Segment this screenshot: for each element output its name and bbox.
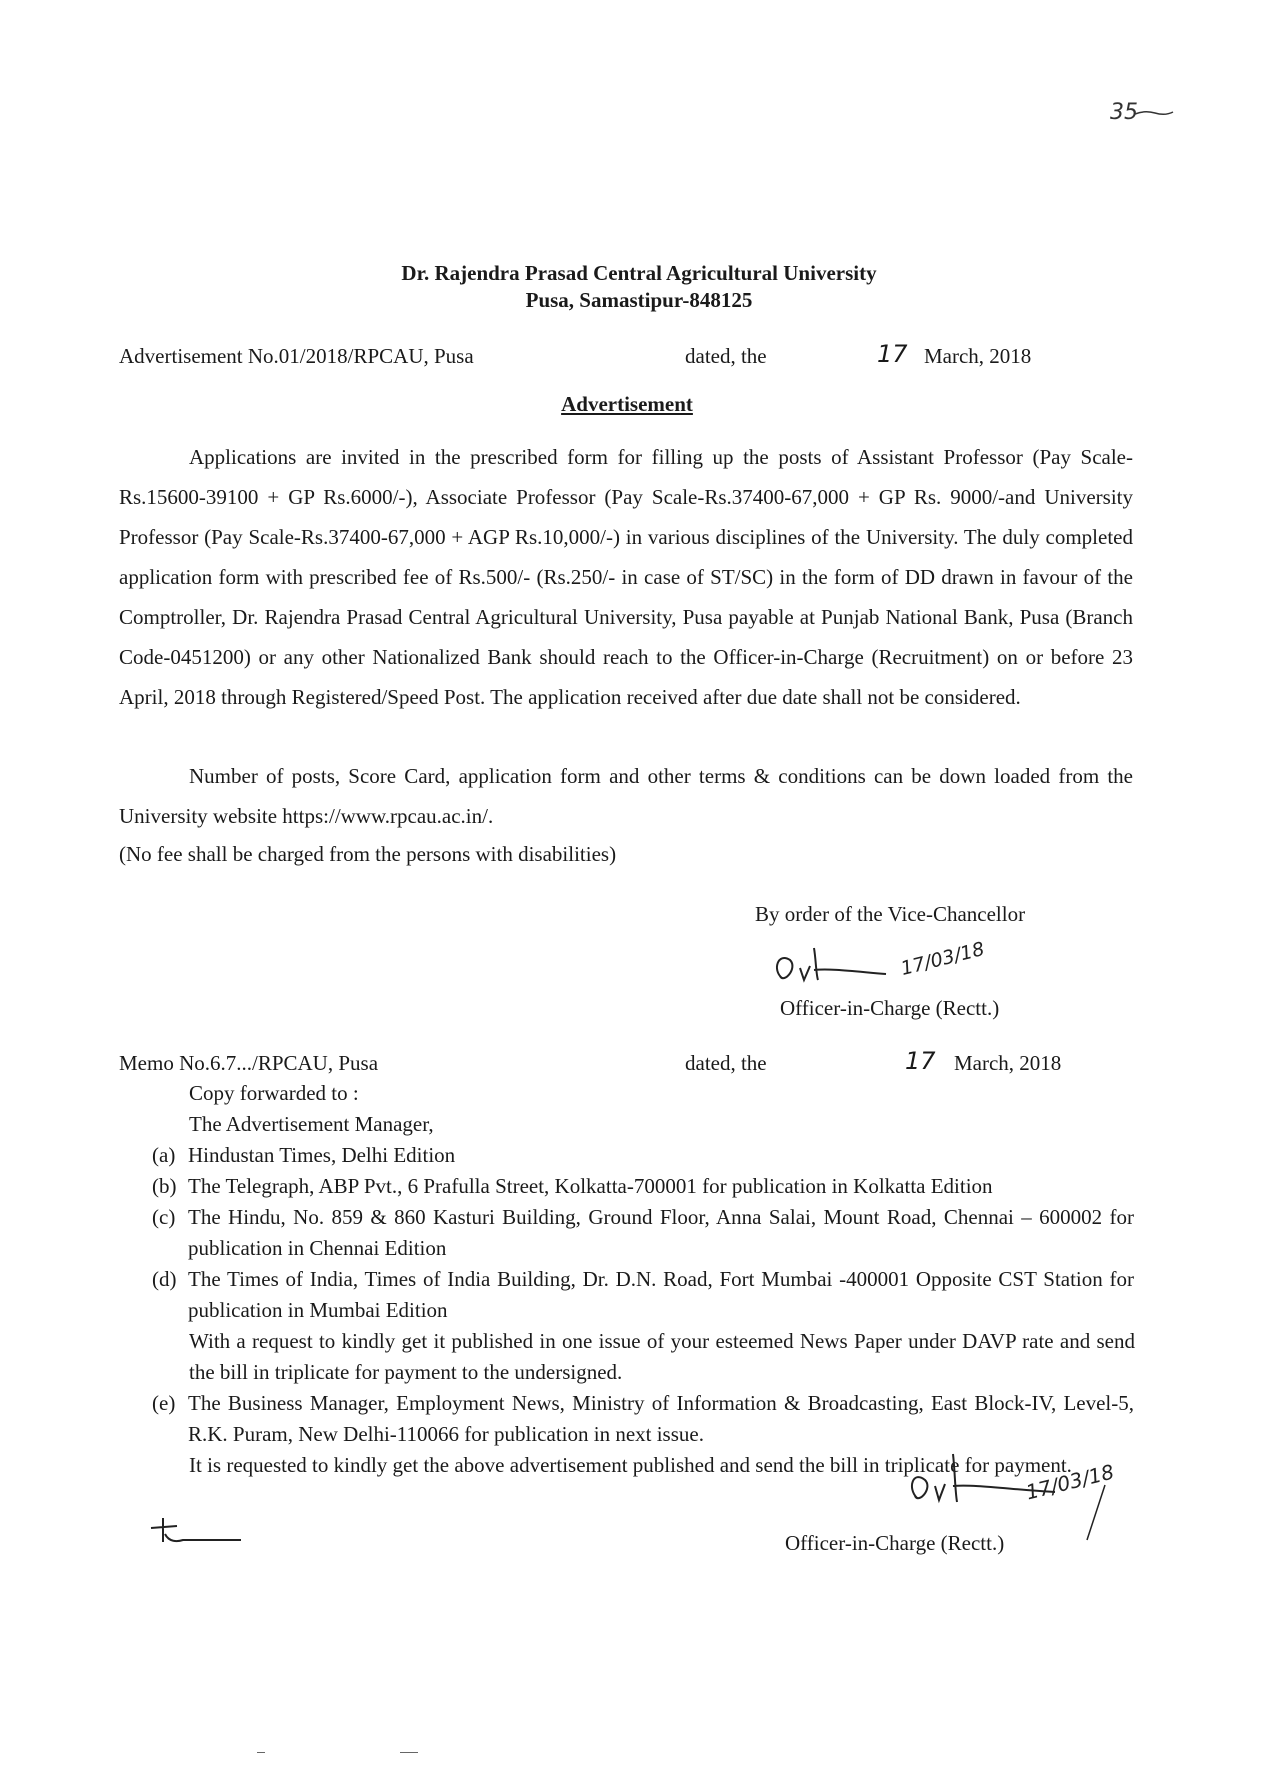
scan-mark — [257, 1752, 265, 1753]
memo-dated-label: dated, the — [685, 1051, 767, 1075]
body-paragraph-2: Number of posts, Score Card, application form and other terms & conditions can be down loaded from the University website https://www.rpcau.ac.in/. — [119, 764, 1133, 828]
list-item-text: The Times of India, Times of India Building, Dr. D.N. Road, Fort Mumbai -400001 Opposite CST Station for publication in Mumbai Edition — [188, 1267, 1134, 1322]
list-item — [152, 1171, 1134, 1202]
list-item — [152, 1140, 1134, 1171]
list-item — [152, 1388, 1134, 1450]
memo-day: 17 — [905, 1047, 936, 1075]
advertisement-dated-label: dated, the — [685, 344, 767, 368]
list-item-text: Hindustan Times, Delhi Edition — [188, 1143, 456, 1167]
list-item-label: (a) — [152, 1143, 176, 1167]
by-order-line: By order of the Vice-Chancellor — [755, 902, 1026, 926]
copy-forwarded-line: Copy forwarded to : — [189, 1081, 359, 1105]
list-item-label: (e) — [152, 1391, 176, 1415]
list-item-label: (d) — [152, 1267, 177, 1291]
list-item — [152, 1264, 1134, 1326]
officer-designation-1: Officer-in-Charge (Rectt.) — [780, 996, 1000, 1020]
advertisement-heading: Advertisement — [561, 392, 693, 416]
list-item-text: The Hindu, No. 859 & 860 Kasturi Building, Ground Floor, Anna Salai, Mount Road, Chennai – 600002 for publication in Chennai Edition — [188, 1205, 1134, 1260]
advertisement-month-year: March, 2018 — [924, 344, 1032, 368]
page-mark: 35 — [1110, 100, 1138, 125]
list-item-text: The Telegraph, ABP Pvt., 6 Prafulla Street, Kolkatta-700001 for publication in Kolkatta Edition — [188, 1174, 993, 1198]
advertisement-day: 17 — [877, 340, 908, 368]
handwritten-initials — [145, 1512, 245, 1552]
body-paragraph-3: (No fee shall be charged from the persons with disabilities) — [119, 842, 617, 866]
officer-designation-2: Officer-in-Charge (Rectt.) — [785, 1531, 1005, 1555]
scan-mark — [400, 1752, 418, 1753]
closing-note: It is requested to kindly get the above advertisement published and send the bill in triplicate for payment. — [189, 1453, 1072, 1477]
memo-month-year: March, 2018 — [954, 1051, 1062, 1075]
list-item-text: The Business Manager, Employment News, Ministry of Information & Broadcasting, East Block-IV, Level-5, R.K. Puram, New Delhi-110066 for publication in next issue. — [188, 1391, 1134, 1446]
recipient-line: The Advertisement Manager, — [189, 1112, 434, 1136]
signature-1-date: 17/03/18 — [898, 938, 987, 980]
body-paragraph-1: Applications are invited in the prescribed form for filling up the posts of Assistant Professor (Pay Scale- Rs.15600-39100 + GP Rs.6000/-), Associate Professor (Pay Scale-Rs.37400-67,000 + GP Rs. 9000/-and University Professor (Pay Scale-Rs.37400-67,000 + AGP Rs.10,000/-) in various disciplines of the University. The duly completed application form with prescribed fee of Rs.500/- (Rs.250/- in case of ST/SC) in the form of DD drawn in favour of the Comptroller, Dr. Rajendra Prasad Central Agricultural University, Pusa payable at Punjab National Bank, Pusa (Branch Code-0451200) or any other Nationalized Bank should reach to the Officer-in-Charge (Recruitment) on or before 23 April, 2018 through Registered/Speed Post. The application received after due date shall not be considered. — [119, 445, 1133, 709]
list-item-label: (c) — [152, 1205, 176, 1229]
request-note: With a request to kindly get it published in one issue of your esteemed News Paper under DAVP rate and send the bill in triplicate for payment to the undersigned. — [189, 1329, 1135, 1384]
list-item — [152, 1202, 1134, 1264]
page-mark-stroke — [1135, 108, 1175, 118]
university-name: Dr. Rajendra Prasad Central Agricultural University — [401, 261, 877, 285]
memo-number: Memo No.6.7.../RPCAU, Pusa — [119, 1051, 379, 1075]
university-address: Pusa, Samastipur-848125 — [525, 288, 753, 312]
signature-2-date: 17/03/18 — [1023, 1459, 1117, 1505]
advertisement-number: Advertisement No.01/2018/RPCAU, Pusa — [119, 344, 474, 368]
list-item-label: (b) — [152, 1174, 177, 1198]
